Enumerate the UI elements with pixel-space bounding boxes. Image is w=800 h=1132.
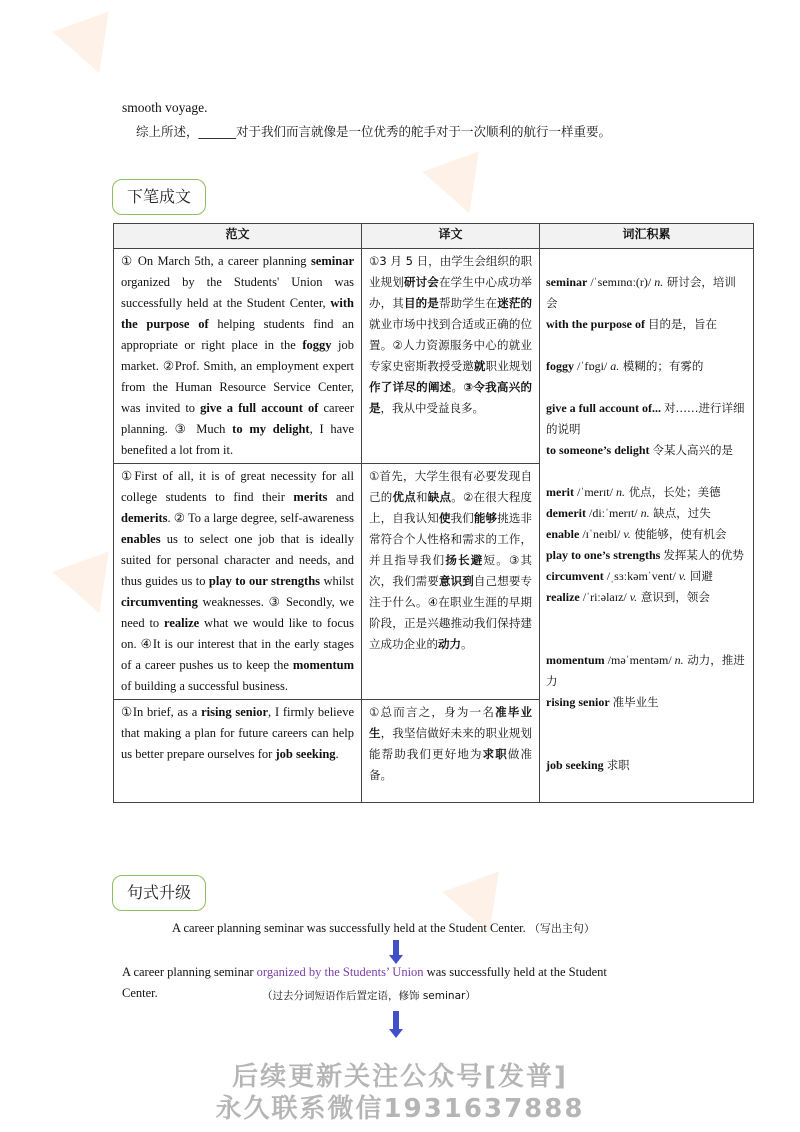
bold-phrase: momentum xyxy=(292,658,354,672)
vocab-pos: n. xyxy=(654,275,664,289)
upgrade-sentence-2-start: A career planning seminar xyxy=(122,965,257,979)
vocab-meaning: 意识到，领会 xyxy=(637,590,710,604)
vocab-meaning: 研讨会，培训会 xyxy=(546,275,736,310)
bold-phrase: 使 xyxy=(438,511,451,525)
vocab-term: circumvent xyxy=(546,569,604,583)
vocab-phonetic: /ˈfɒgi/ xyxy=(574,359,611,373)
text-run: 。 xyxy=(461,637,473,651)
vocab-pos: n. xyxy=(640,506,650,520)
bold-phrase: demerits xyxy=(121,511,168,525)
footer-line-1: 后续更新关注公众号[发普] xyxy=(232,1062,568,1092)
vocab-term: job seeking xyxy=(546,758,604,772)
upgrade-note-1: （写出主句） xyxy=(528,922,595,935)
vocab-term: seminar xyxy=(546,275,588,289)
down-arrow-icon xyxy=(391,1011,401,1038)
upgrade-note-2: （过去分词短语作后置定语，修饰 seminar） xyxy=(262,990,476,1002)
vocab-item xyxy=(546,566,747,587)
section-title-writing: 下笔成文 xyxy=(112,179,206,215)
vocab-term: rising senior xyxy=(546,695,610,709)
table-header-row xyxy=(114,224,754,249)
text-run: 在学生中心成功举办，其 xyxy=(369,275,533,310)
table-row xyxy=(114,249,754,464)
text-run: weaknesses. ③ Secondly, we need to xyxy=(121,595,354,630)
bold-phrase: enables xyxy=(121,532,161,546)
vocab-term: give a full account of... xyxy=(546,401,661,415)
intro-line-2: 综上所述，______对于我们而言就像是一位优秀的舵手对于一次顺利的航行一样重要。 xyxy=(136,124,612,139)
essay-paragraph-3 xyxy=(114,700,362,803)
vocab-item xyxy=(546,650,747,692)
text-run: 和 xyxy=(416,490,428,504)
vocab-pos: a. xyxy=(610,359,620,373)
intro-line-1: smooth voyage. xyxy=(122,100,208,115)
bold-phrase: 研讨会 xyxy=(403,275,439,289)
text-run: . ② To a large degree, self-awareness xyxy=(167,511,354,525)
vocab-phonetic: /ˈmerɪt/ xyxy=(573,485,616,499)
vocab-meaning: 动力，推进力 xyxy=(546,653,745,688)
upgrade-highlight-phrase: organized by the Students’ Union xyxy=(256,965,424,979)
header-vocabulary: 词汇积累 xyxy=(540,224,754,249)
vocab-item xyxy=(546,440,747,461)
vocab-item xyxy=(546,356,747,377)
text-run: , I have benefited a lot from it. xyxy=(121,422,355,457)
vocab-term: realize xyxy=(546,590,580,604)
text-run: helping students find an appropriate or right place in the xyxy=(121,317,354,352)
vocab-item xyxy=(546,503,747,524)
bold-phrase: to my delight xyxy=(232,422,310,436)
header-model-essay: 范文 xyxy=(114,224,362,249)
vocab-pos: v. xyxy=(678,569,687,583)
bold-phrase: 缺点 xyxy=(427,490,452,504)
text-run: ① On March 5th, a career planning xyxy=(121,254,311,268)
vocab-meaning: 使能够，使有机会 xyxy=(630,527,727,541)
text-run: ①First of all, it is of great necessity for all college students to find their xyxy=(121,469,354,504)
bold-phrase: 求职 xyxy=(482,747,508,761)
text-run: whilst xyxy=(320,574,355,588)
vocab-term: foggy xyxy=(546,359,574,373)
vocab-term: enable xyxy=(546,527,580,541)
text-run: job market. ②Prof. Smith, an employment expert from the Human Resource Service Center, was invited to xyxy=(121,338,354,415)
text-run: 。 xyxy=(451,380,464,394)
text-run: of building a successful business. xyxy=(121,679,288,693)
vocab-item xyxy=(546,398,747,440)
watermark-logo-1 xyxy=(52,11,127,83)
text-run: ，我坚信做好未来的职业规划能帮助我们更好地为 xyxy=(369,726,533,761)
vocab-phonetic: /məˈmentəm/ xyxy=(604,653,675,667)
essay-table xyxy=(113,223,754,803)
text-run: ①总而言之，身为一名 xyxy=(369,705,496,719)
bold-phrase: 就 xyxy=(473,359,486,373)
vocab-item xyxy=(546,314,747,335)
bold-phrase: 动力 xyxy=(438,637,461,651)
vocab-pos: n. xyxy=(674,653,684,667)
vocab-pos: v. xyxy=(623,527,631,541)
vocab-term: merit xyxy=(546,485,574,499)
text-run: 自己想要专注于什么。④在职业生涯的早期阶段，正是兴趣推动我们保持建立成功企业的 xyxy=(369,574,533,651)
upgrade-sentence-2-last: Center. xyxy=(122,986,158,1000)
text-run: 挑选非常符合个人性格和需求的工作，并且指导我们 xyxy=(369,511,533,567)
upgrade-sentence-2-end: was successfully held at the Student xyxy=(423,965,607,979)
text-run: and xyxy=(327,490,354,504)
text-run: 。②在很大程度上，自我认知 xyxy=(369,490,533,525)
watermark-logo-2 xyxy=(422,151,497,223)
vocab-phonetic: /diːˈmerɪt/ xyxy=(585,506,641,520)
bold-phrase: realize xyxy=(164,616,200,630)
footer-line-2: 永久联系微信1931637888 xyxy=(215,1094,585,1124)
bold-phrase: 能够 xyxy=(473,511,498,525)
text-run: what we would like to focus on. ④It is our interest that in the early stages of a career pushes us to keep the xyxy=(121,616,354,672)
vocab-meaning: 令某人高兴的是 xyxy=(652,443,734,457)
vocab-meaning: 对……进行详细的说明 xyxy=(546,401,745,436)
vocab-meaning: 发挥某人的优势 xyxy=(663,548,744,562)
text-run: ①In brief, as a xyxy=(121,705,202,719)
vocab-phonetic: /ˈsemɪnɑː(r)/ xyxy=(587,275,655,289)
vocab-phonetic: /ˈriːəlaɪz/ xyxy=(579,590,630,604)
vocab-meaning: 优点，长处；美德 xyxy=(624,485,721,499)
vocab-meaning: 模糊的；有雾的 xyxy=(619,359,704,373)
vocab-pos: v. xyxy=(629,590,638,604)
bold-phrase: 优点 xyxy=(392,490,416,504)
text-run: , I firmly believe that making a plan for future careers can help us better prepare ourselves for xyxy=(121,705,354,761)
upgrade-sentence-main xyxy=(172,920,595,936)
bold-phrase: 意识到 xyxy=(438,574,474,588)
down-arrow-icon xyxy=(391,940,401,964)
essay-paragraph-2 xyxy=(114,464,362,700)
vocab-term: play to one’s strengths xyxy=(546,548,661,562)
vocab-term: with the purpose of xyxy=(546,317,646,331)
text-run: 就业市场中找到合适或正确的位置。②人力资源服务中心的就业专家史密斯教授受邀 xyxy=(369,317,532,373)
bold-phrase: 作了详尽的阐述 xyxy=(369,380,452,394)
bold-phrase: seminar xyxy=(310,254,354,268)
bold-phrase: 扬长避 xyxy=(445,553,484,567)
vocab-pos: n. xyxy=(615,485,625,499)
text-run: 帮助学生在 xyxy=(438,296,498,310)
bold-phrase: give a full account of xyxy=(200,401,319,415)
vocab-item xyxy=(546,755,747,776)
vocab-item xyxy=(546,524,747,545)
text-run: career planning. ③ Much xyxy=(121,401,354,436)
vocab-term: demerit xyxy=(546,506,586,520)
translation-paragraph-3 xyxy=(362,700,540,803)
bold-phrase: job seeking xyxy=(275,747,336,761)
vocab-meaning: 求职 xyxy=(606,758,630,772)
text-run: ①首先，大学生很有必要发现自己的 xyxy=(369,469,532,504)
bold-phrase: 准毕业生 xyxy=(369,705,533,740)
text-run: ，我从中受益良多。 xyxy=(380,401,484,415)
bold-phrase: merits xyxy=(293,490,328,504)
bold-phrase: foggy xyxy=(302,338,332,352)
header-translation: 译文 xyxy=(362,224,540,249)
vocab-phonetic: /ˌsɜːkəmˈvent/ xyxy=(603,569,679,583)
essay-paragraph-1 xyxy=(114,249,362,464)
vocab-item xyxy=(546,545,747,566)
translation-paragraph-1 xyxy=(362,249,540,464)
vocab-meaning: 目的是，旨在 xyxy=(648,317,718,331)
text-run: us to select one job that is ideally suited for personal character and needs, and thus guides us to xyxy=(121,532,354,588)
bold-phrase: 迷茫的 xyxy=(497,296,533,310)
bold-phrase: play to our strengths xyxy=(208,574,321,588)
vocab-item xyxy=(546,587,747,608)
bold-phrase: circumventing xyxy=(121,595,198,609)
upgrade-sentence-1: A career planning seminar was successfully held at the Student Center. xyxy=(172,921,526,935)
text-run: 做准备。 xyxy=(369,747,532,782)
bold-phrase: 目的是 xyxy=(403,296,439,310)
text-run: 短。③其次，我们需要 xyxy=(369,553,532,588)
text-run: 我们 xyxy=(450,511,474,525)
bold-phrase: ③令我高兴的是 xyxy=(369,380,533,415)
text-run: . xyxy=(335,747,339,761)
vocab-item xyxy=(546,272,747,314)
vocab-item xyxy=(546,692,747,713)
text-run: ①3 月 5 日，由学生会组织的职业规划 xyxy=(369,254,532,289)
vocab-term: to someone’s delight xyxy=(546,443,650,457)
vocab-phonetic: /ɪˈneɪbl/ xyxy=(579,527,624,541)
vocab-meaning: 准毕业生 xyxy=(612,695,659,709)
vocab-meaning: 回避 xyxy=(686,569,713,583)
text-run: 职业规划 xyxy=(485,359,533,373)
vocab-meaning: 缺点，过失 xyxy=(649,506,711,520)
section-title-sentence-upgrade: 句式升级 xyxy=(112,875,206,911)
bold-phrase: with the purpose of xyxy=(121,296,354,331)
text-run: organized by the Students' Union was successfully held at the Student Center, xyxy=(121,275,354,310)
vocab-item xyxy=(546,482,747,503)
vocabulary-column xyxy=(540,249,754,803)
vocab-term: momentum xyxy=(546,653,605,667)
translation-paragraph-2 xyxy=(362,464,540,700)
bold-phrase: rising senior xyxy=(201,705,269,719)
